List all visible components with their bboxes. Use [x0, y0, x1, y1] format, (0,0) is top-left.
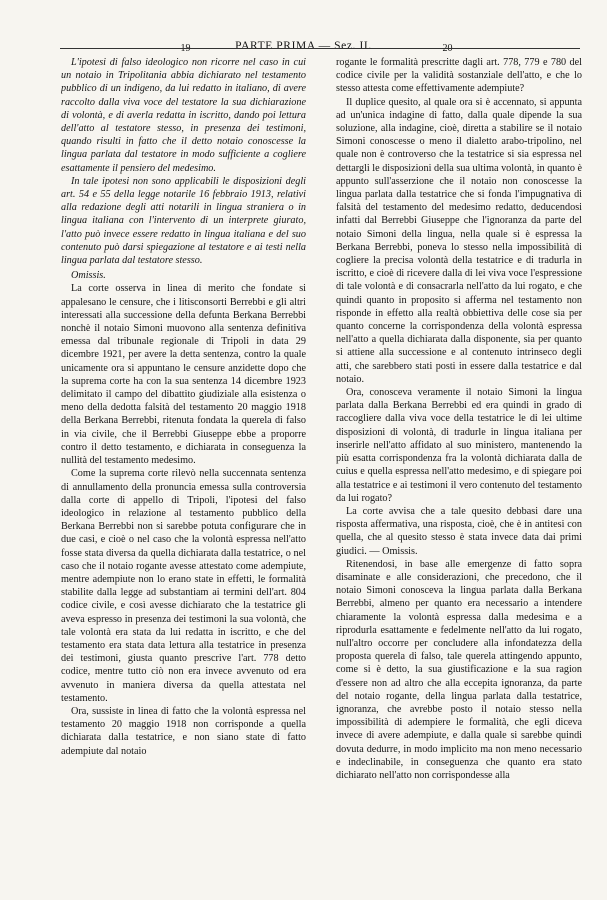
body-paragraph: Ritenendosi, in base alle emergenze di fatto sopra disaminate e alle considerazioni, che precedono, che il notaio Simoni conosceva la lingua parlata dalla Berkana Berrebbi, almeno per quanto era necessario a intendere chiaramente la volontà espressa dalla medesima e a riprodurla esattamente e fedelmente nell'atto da lui rogato, null'altro occorre per concludere alla infondatezza della proposta querela di falso, tale querela attingendo appunto, come si è detto, la sua giustificazione e la sua ragion d'essere non ad altro che alla eccepita ignoranza, da parte del notaio rogante, della lingua parlata dalla testatrice, ignoranza, che avrebbe posto il notaio stesso nella impossibilità di adempiere le formalità, che egli diceva invece di avere adempiute, e dalla quale si sarebbe quindi dovuta dedurre, in modo implicito ma non meno necessario e indeclinabile, in conseguenza che quanto era stato dichiarato nell'atto non corrispondesse alla [336, 558, 582, 781]
page-header [0, 24, 607, 54]
body-paragraph: Il duplice quesito, al quale ora si è accennato, si appunta ad un'unica indagine di fatto, dalla quale dipende la sua soluzione, alla indagine, cioè, diretta a stabilire se il notaio Simoni conoscesse o meno il dialetto arabo-tripolino, nel quale non è controverso che la testatrice si sia espressa nel dettargli le disposizioni della sua ultima volontà, in quanto è appunto sull'asserzione che il notaio non conoscesse la lingua parlata dalla testatrice che si fonda l'impugnativa di falsità del testamento del medesimo redatto, deducendosi infatti dal Berrebbi Giuseppe che l'ignoranza da parte del notaio Simoni della lingua, nella quale si è espressa la Berkana Berrebbi, poneva lo stesso nella impossibilità di cogliere la precisa volontà della testatrice e di tradurla in iscritto, e cioè di ricevere dalla di lei viva voce l'espressione di tale volontà e di consacrarla nell'atto da lui rogato, e che quindi quanto in proposito si afferma nel testamento non risponde in effetto alla realtà obbiettiva delle cose sia per quanto concerne la corrispondenza della volontà espressa nell'atto a quella dichiarata dalla disponente, sia per quanto si attiene alla successione e al contenuto intrinseco degli atti, che sarebbero stati posti in essere dalla testatrice e dal notaio. [336, 96, 582, 385]
headnote-paragraph: L'ipotesi di falso ideologico non ricorre nel caso in cui un notaio in Tripolitania abbia dichiarato nel testamento pubblico di un indigeno, da lui redatto in italiano, di avere raccolto dalla viva voce del testatore la sua dichiarazione di volontà, e di averla redatta in iscritto, dando poi lettura dell'atto al testatore stesso, in presenza dei testimoni, quando risulti in fatto che il detto notaio conoscesse la lingua parlata dal testatore in modo sufficiente a cogliere esattamente il pensiero del medesimo. [61, 57, 306, 174]
body-paragraph: rogante le formalità prescritte dagli art. 778, 779 e 780 del codice civile per la validità sostanziale dell'atto, e che lo stesso attesta come effettivamente adempiute? [336, 57, 582, 95]
body-paragraph: Ora, sussiste in linea di fatto che la volontà espressa nel testamento 20 maggio 1918 non corrisponde a quella dichiarata dalla testatrice, e non siano state di fatto adempiute dal notaio [61, 705, 306, 757]
header-rule [60, 48, 580, 49]
body-paragraph: La corte avvisa che a tale quesito debbasi dare una risposta affermativa, una risposta, cioè, che è in antitesi con quella, che al quesito stesso è stata invece data dai primi giudici. — Omissis. [336, 505, 582, 557]
headnote-paragraph: In tale ipotesi non sono applicabili le disposizioni degli art. 54 e 55 della legge notarile 16 febbraio 1913, relativi alla redazione degli atti notarili in lingua straniera o in lingua italiana con l'intervento di un interprete giurato, l'atto può invece essere redatto in lingua italiana e del suo contenuto può darsi spiegazione al testatore e ai testi nella lingua parlata dal testatore stesso. [61, 175, 306, 267]
body-paragraph: Come la suprema corte rilevò nella succennata sentenza di annullamento della pronuncia emessa sulla controversia dalla corte di appello di Tripoli, l'ipotesi del falso ideologico in relazione al testamento pubblico della Berkana Berrebbi non si sarebbe potuta configurare che in due casi, e cioè o nel caso che la volontà espressa nell'atto fosse stata diversa da quella dichiarata dalla testatrice, o nel caso che il notaio rogante avesse attestato come adempiute, mentre adempiute non lo erano state in effetti, le formalità stabilite dalla legge ad substantiam ai termini dell'art. 804 codice civile, e così avesse dichiarato che la testatrice gli aveva espresso in presenza dei testimoni la sua volontà, che tale volontà era stata da lui redatta in iscritto, e che del testamento era stata data lettura alla testatrice in presenza dei testimoni, giusta quanto prescrive l'art. 778 detto codice, mentre tutto ciò non era invece avvenuto od era avvenuto in maniera diversa da quella attestata nel testamento. [61, 468, 306, 704]
running-title: PARTE PRIMA — Sez. II. [235, 40, 372, 52]
left-column [61, 56, 306, 876]
omissis-marker: Omissis. [71, 270, 106, 282]
right-column [336, 56, 582, 876]
page-number-left: — 19 — [168, 43, 203, 54]
body-paragraph: La corte osserva in linea di merito che fondate si appalesano le censure, che i litisconsorti Berrebbi e gli altri interessati alla successione della defunta Berkana Berrebbi nonchè il notaio Simoni muovono alla sentenza definitiva emessa dal tribunale regionale di Tripoli in data 29 dicembre 1921, per avere la detta sentenza, contro la quale unicamente ora si appuntano le censure anzidette dopo che la suprema corte ha con la sua sentenza 14 dicembre 1923 delimitato il campo del dibattito giudiziale alla esistenza o meno della dedotta falsità del testamento 20 maggio 1918 della Berkana Berrebbi, ritenuta fondata la querela di falso in via civile, che il Berrebbi Giuseppe ebbe a proporre contro il detto testamento, e dichiarata in conseguenza la nullità del testamento medesimo. [61, 283, 306, 467]
body-paragraph: Ora, conosceva veramente il notaio Simoni la lingua parlata dalla Berkana Berrebbi ed era quindi in grado di raccogliere dalla viva voce della testatrice le di lei ultime disposizioni di volontà, di tradurle in lingua italiana per inserirle nell'atto affidato al suo ministero, mantenendo la più esatta corrispondenza fra la volontà dichiarata dalla de cuius e quella espressa nell'atto medesimo, e di spiegare poi alla testatrice e ai testimoni il vero contenuto del testamento da lui rogato? [336, 387, 582, 504]
page-number-right: — 20 — [430, 43, 465, 54]
